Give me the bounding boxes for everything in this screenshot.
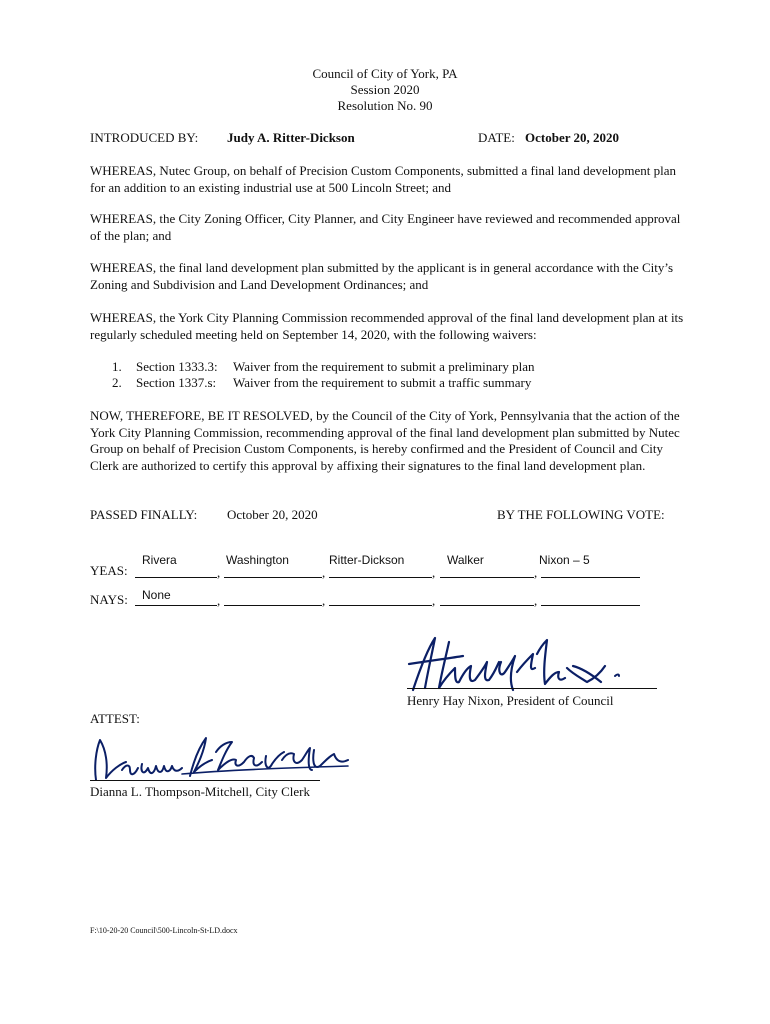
yeas-label: YEAS: xyxy=(90,563,128,578)
nay-blank xyxy=(224,605,322,606)
president-title: Henry Hay Nixon, President of Council xyxy=(407,693,614,708)
separator: , xyxy=(322,593,326,608)
waiver-section: Section 1333.3: xyxy=(136,359,218,374)
header-session: Session 2020 xyxy=(350,82,420,97)
passed-finally-label: PASSED FINALLY: xyxy=(90,507,198,522)
yea-blank xyxy=(440,577,534,578)
nay-blank xyxy=(541,605,640,606)
yea-blank xyxy=(329,577,432,578)
separator: , xyxy=(217,565,221,580)
waiver-section: Section 1337.s: xyxy=(136,375,217,390)
separator: , xyxy=(217,593,221,608)
separator: , xyxy=(432,565,436,580)
nay-blank xyxy=(135,605,217,606)
yea-vote: Walker xyxy=(447,553,484,567)
waiver-text: Waiver from the requirement to submit a traffic summary xyxy=(233,375,532,390)
yea-blank xyxy=(135,577,217,578)
whereas-paragraph-4: WHEREAS, the York City Planning Commission recommended approval of the final land development plan at its regularly scheduled meeting held on September 14, 2020, with the following waivers: xyxy=(90,310,684,342)
yea-blank xyxy=(224,577,322,578)
nay-blank xyxy=(440,605,534,606)
introduced-by-label: INTRODUCED BY: xyxy=(90,130,199,145)
yea-blank xyxy=(541,577,640,578)
yea-vote: Washington xyxy=(226,553,289,567)
header-council: Council of City of York, PA xyxy=(312,66,458,81)
whereas-paragraph-1: WHEREAS, Nutec Group, on behalf of Precision Custom Components, submitted a final land development plan for an addition to an existing industrial use at 500 Lincoln Street; and xyxy=(90,163,676,195)
date-value: October 20, 2020 xyxy=(525,130,619,145)
separator: , xyxy=(432,593,436,608)
waiver-text: Waiver from the requirement to submit a preliminary plan xyxy=(233,359,535,374)
nays-label: NAYS: xyxy=(90,592,128,607)
date-label: DATE: xyxy=(478,130,515,145)
header-resolution-number: Resolution No. 90 xyxy=(337,98,433,113)
resolved-paragraph: NOW, THEREFORE, BE IT RESOLVED, by the Council of the City of York, Pennsylvania that the action of the York City Planning Commission, recommending approval of the final land development plan submitted by Nutec Group on behalf of Precision Custom Components, is hereby confirmed and the President of Council and City Clerk are authorized to certify this approval by affixing their signatures to the final land development plan. xyxy=(90,408,680,473)
yea-vote: Rivera xyxy=(142,553,177,567)
separator: , xyxy=(322,565,326,580)
clerk-signature-line xyxy=(90,780,320,781)
attest-label: ATTEST: xyxy=(90,711,140,726)
passed-finally-date: October 20, 2020 xyxy=(227,507,318,522)
waiver-number: 2. xyxy=(112,375,122,390)
clerk-signature xyxy=(86,730,356,790)
vote-label: BY THE FOLLOWING VOTE: xyxy=(497,507,665,522)
yea-vote: Ritter-Dickson xyxy=(329,553,405,567)
separator: , xyxy=(534,565,538,580)
introduced-by-name: Judy A. Ritter-Dickson xyxy=(227,130,355,145)
clerk-title: Dianna L. Thompson-Mitchell, City Clerk xyxy=(90,784,311,799)
yea-vote: Nixon – 5 xyxy=(539,553,590,567)
nay-blank xyxy=(329,605,432,606)
president-signature-line xyxy=(407,688,657,689)
whereas-paragraph-2: WHEREAS, the City Zoning Officer, City Planner, and City Engineer have reviewed and recommended approval of the plan; and xyxy=(90,211,681,243)
waiver-number: 1. xyxy=(112,359,122,374)
nay-vote: None xyxy=(142,588,171,602)
file-path-footer: F:\10-20-20 Council\500-Lincoln-St-LD.docx xyxy=(90,926,238,935)
president-signature xyxy=(405,632,650,694)
separator: , xyxy=(534,593,538,608)
whereas-paragraph-3: WHEREAS, the final land development plan submitted by the applicant is in general accordance with the City’s Zoning and Subdivision and Land Development Ordinances; and xyxy=(90,260,674,292)
